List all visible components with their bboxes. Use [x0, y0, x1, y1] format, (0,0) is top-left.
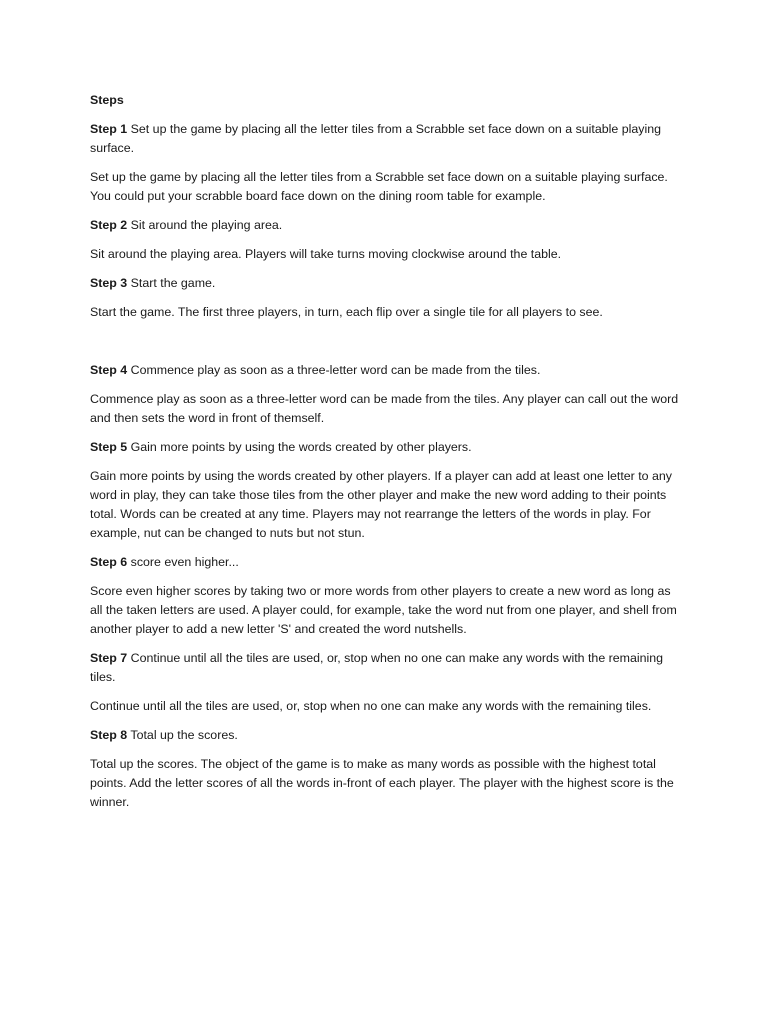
step-8-label: Step 8 [90, 728, 128, 742]
step-5-summary-text: Gain more points by using the words created by other players. [130, 440, 472, 454]
step-2-label: Step 2 [90, 218, 128, 232]
step-5-detail: Gain more points by using the words created by other players. If a player can add at least one letter to any word in play, they can take those tiles from the other player and make the new word adding to their points total. Words can be created at any time. Players may not rearrange the letters of the words in play. For example, nut can be changed to nuts but not stun. [90, 469, 672, 540]
step-8-detail: Total up the scores. The object of the game is to make as many words as possible with the highest total points. Add the letter scores of all the words in-front of each player. The player with the highest score is the winner. [90, 757, 674, 809]
step-1-detail: Set up the game by placing all the letter tiles from a Scrabble set face down on a suitable playing surface. You could put your scrabble board face down on the dining room table for example. [90, 170, 668, 203]
step-8-summary-text: Total up the scores. [130, 728, 238, 742]
document-heading: Steps [90, 93, 124, 107]
step-5-summary [90, 438, 682, 457]
step-4-label: Step 4 [90, 363, 128, 377]
step-2-summary-text: Sit around the playing area. [130, 218, 283, 232]
step-1-label: Step 1 [90, 122, 128, 136]
step-6-label: Step 6 [90, 555, 128, 569]
step-3-summary-text: Start the game. [130, 276, 216, 290]
step-3-label: Step 3 [90, 276, 128, 290]
step-3-summary [90, 274, 682, 293]
step-5-label: Step 5 [90, 440, 128, 454]
step-7-label: Step 7 [90, 651, 128, 665]
step-3-detail: Start the game. The first three players, in turn, each flip over a single tile for all players to see. [90, 305, 603, 319]
step-1-summary [90, 120, 682, 158]
step-4-summary-text: Commence play as soon as a three-letter word can be made from the tiles. [130, 363, 541, 377]
step-1-summary-text: Set up the game by placing all the letter tiles from a Scrabble set face down on a suitable playing surface. [90, 122, 661, 155]
step-6-detail: Score even higher scores by taking two or more words from other players to create a new word as long as all the taken letters are used. A player could, for example, take the word nut from one player, and shell from another player to add a new letter 'S' and created the word nutshells. [90, 584, 677, 636]
step-2-detail: Sit around the playing area. Players will take turns moving clockwise around the table. [90, 247, 562, 261]
document-page [90, 91, 682, 822]
step-6-summary-text: score even higher... [130, 555, 239, 569]
step-4-detail: Commence play as soon as a three-letter word can be made from the tiles. Any player can call out the word and then sets the word in front of themself. [90, 392, 679, 425]
step-2-summary [90, 216, 682, 235]
step-4-summary [90, 361, 682, 380]
blank-line [90, 332, 682, 361]
step-7-summary-text: Continue until all the tiles are used, or, stop when no one can make any words with the remaining tiles. [90, 651, 664, 684]
step-7-summary [90, 649, 682, 687]
step-6-summary [90, 553, 682, 572]
step-7-detail: Continue until all the tiles are used, or, stop when no one can make any words with the remaining tiles. [90, 699, 652, 713]
step-8-summary [90, 726, 682, 745]
